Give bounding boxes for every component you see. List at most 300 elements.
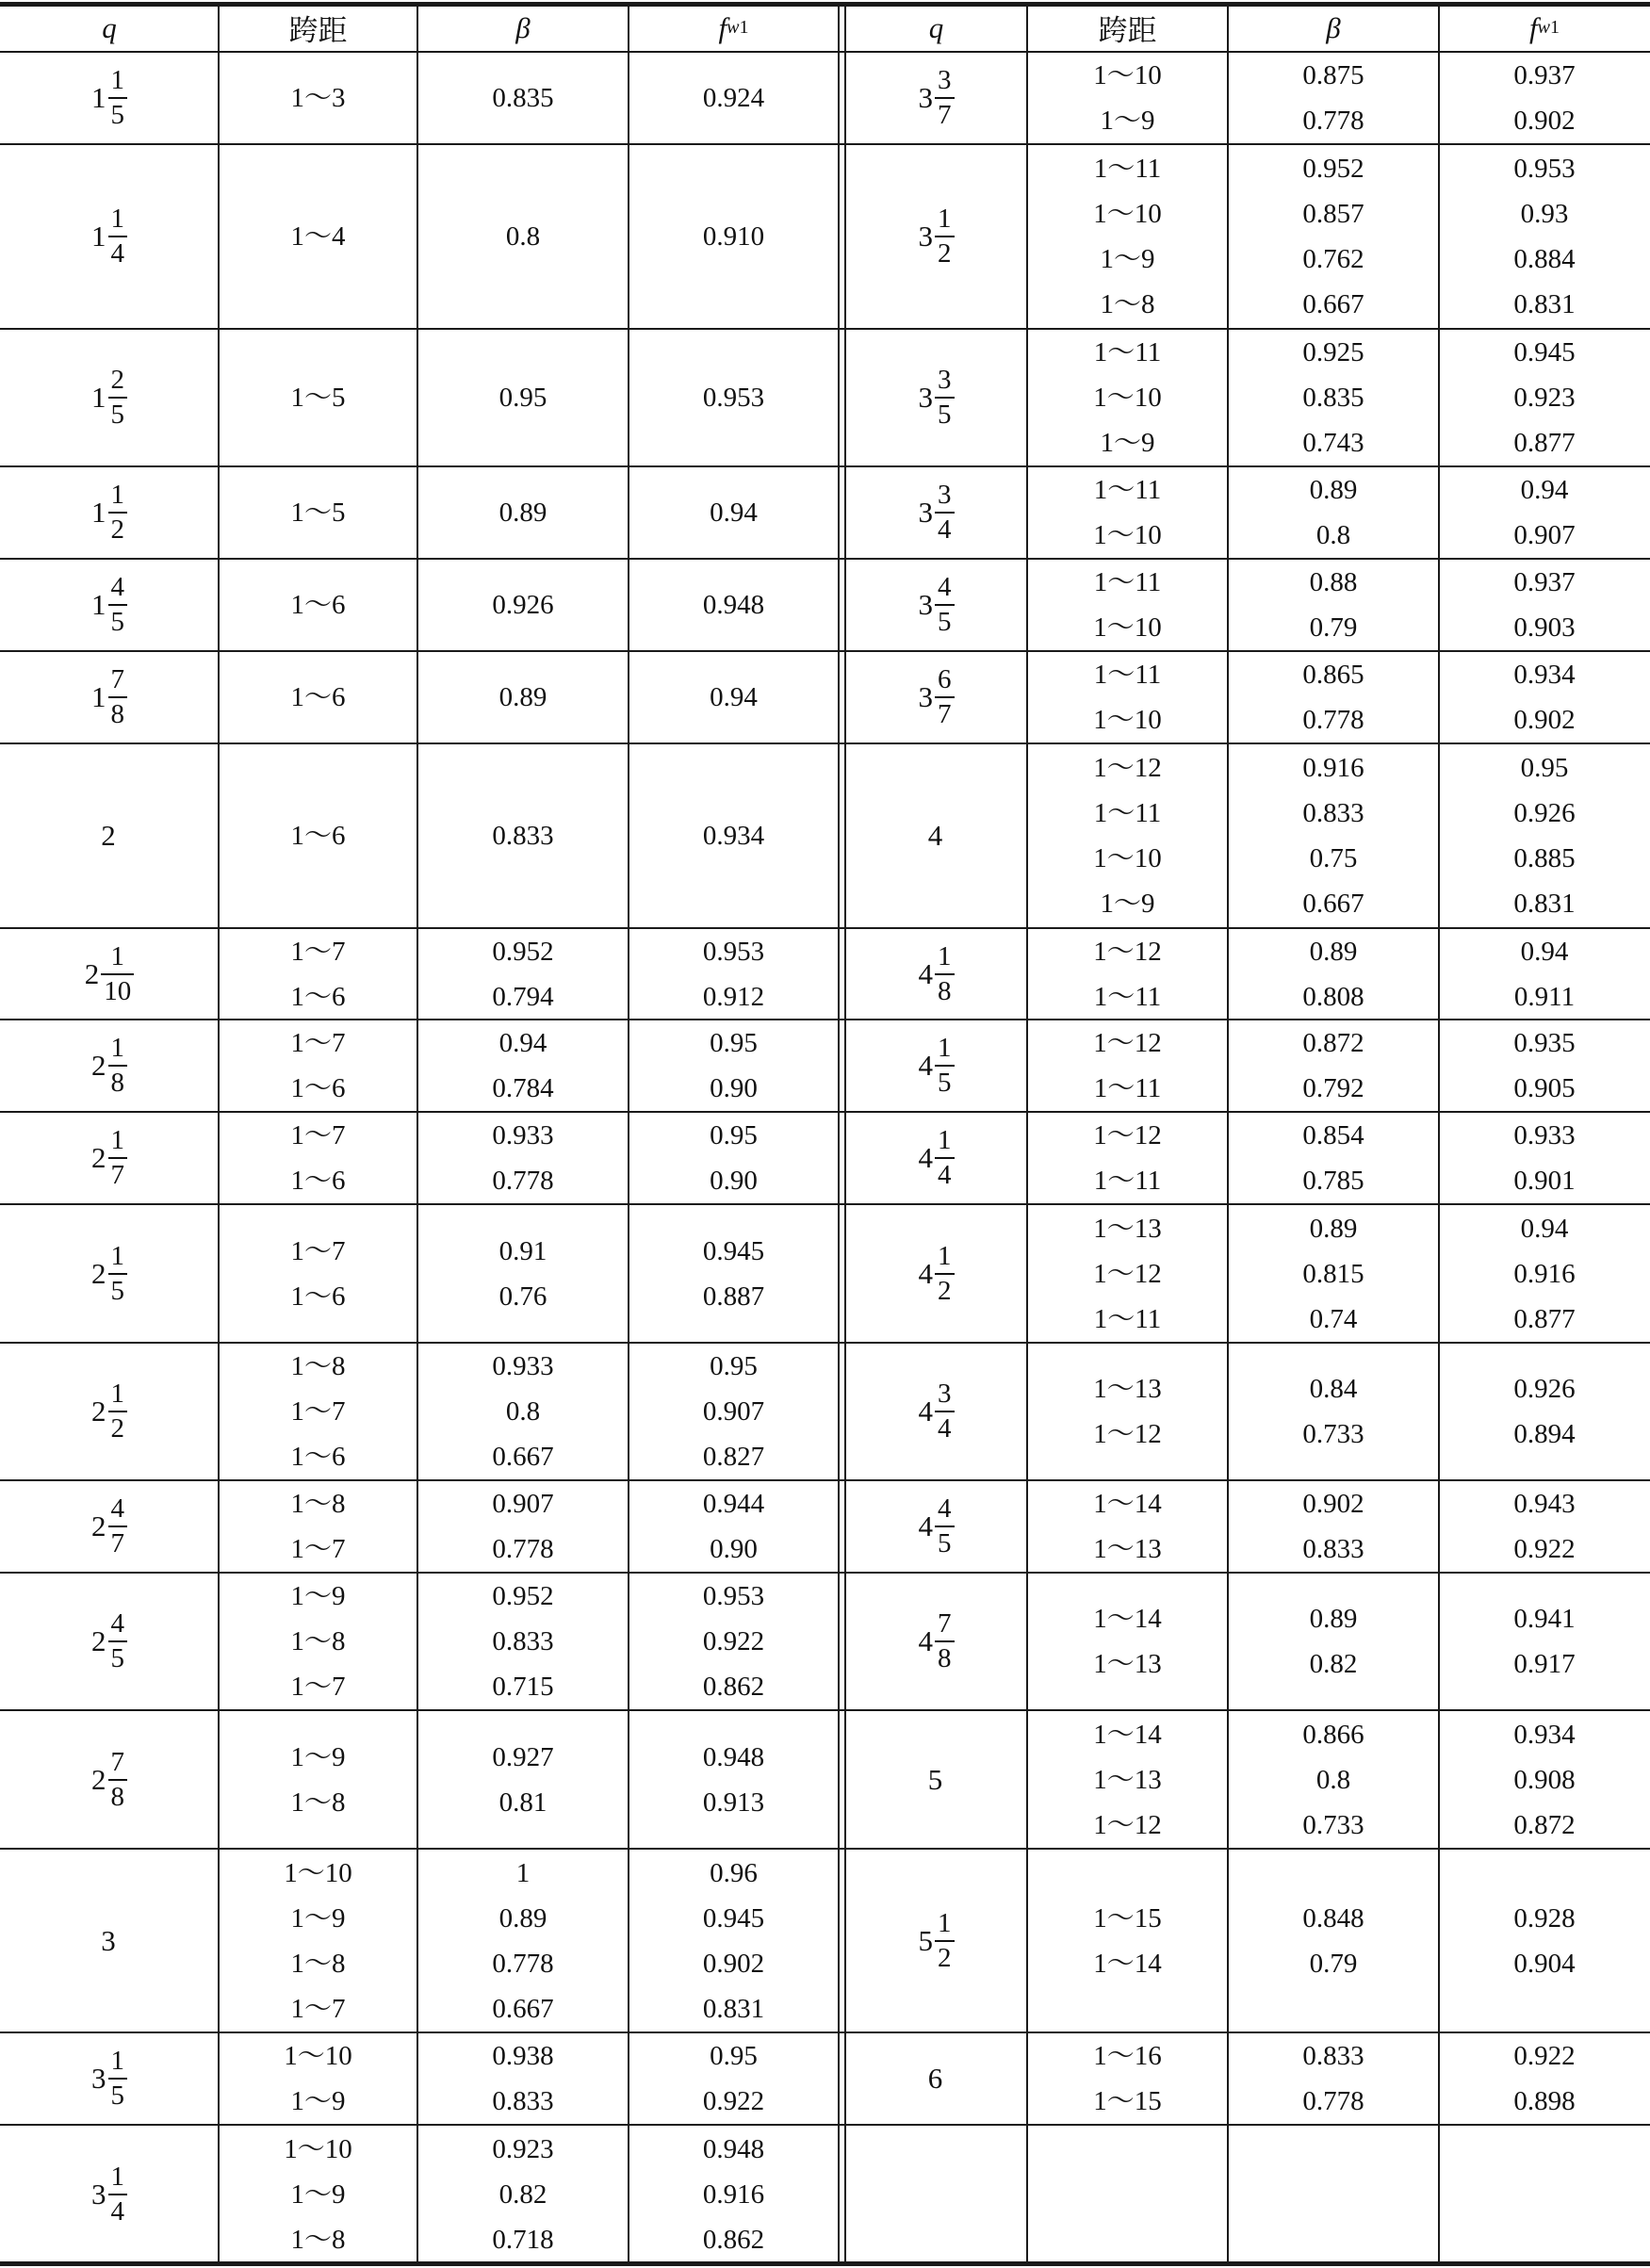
q-fraction — [108, 67, 128, 129]
beta-cell — [417, 1112, 629, 1204]
beta-value: 0.88 — [1309, 567, 1358, 597]
q-fraction — [108, 2048, 128, 2110]
header-span-label: 跨距 — [288, 14, 348, 47]
q-value — [919, 1127, 955, 1189]
q-cell — [845, 1343, 1027, 1480]
fw1-value: 0.877 — [1513, 428, 1576, 458]
beta-value: 0.866 — [1302, 1719, 1364, 1750]
span-value: 1～11 — [1093, 1303, 1162, 1334]
span-value: 1～9 — [1100, 428, 1155, 458]
fw1-value: 0.922 — [702, 2086, 765, 2116]
fw1-value: 0.827 — [702, 1442, 765, 1472]
span-cell — [1027, 928, 1228, 1020]
fw1-value: 0.898 — [1513, 2086, 1576, 2116]
q-value — [919, 205, 955, 268]
q-fraction — [935, 1240, 955, 1306]
span-value: 1～9 — [290, 1902, 346, 1934]
fw1-value: 0.894 — [1513, 1419, 1576, 1449]
q-cell — [0, 1573, 219, 1710]
q-denominator: 2 — [110, 1413, 124, 1444]
q-value — [919, 481, 955, 544]
q-denominator: 2 — [938, 1275, 952, 1306]
span-cell — [1027, 1020, 1228, 1112]
q-denominator: 7 — [938, 100, 952, 130]
fw1-value: 0.831 — [702, 1993, 765, 2024]
q-value — [91, 2163, 127, 2226]
beta-cell — [1228, 1573, 1439, 1710]
fw1-value: 0.907 — [702, 1396, 765, 1427]
beta-value: 0.865 — [1302, 660, 1364, 690]
span-value: 1～11 — [1093, 154, 1162, 184]
fw1-value: 0.945 — [1513, 337, 1576, 367]
span-value: 1～4 — [290, 221, 346, 252]
q-whole: 5 — [918, 1923, 933, 1957]
q-whole: 3 — [918, 680, 933, 713]
q-cell — [0, 928, 219, 1020]
span-value: 1～10 — [1093, 520, 1162, 550]
header-fw-sub-1: 1 — [739, 17, 749, 38]
q-value — [919, 1035, 955, 1097]
beta-value: 0.82 — [498, 2178, 547, 2210]
beta-cell — [1228, 743, 1439, 928]
span-value: 1～8 — [290, 1351, 346, 1381]
beta-value: 0.82 — [1309, 1649, 1358, 1679]
q-numerator: 1 — [110, 1033, 124, 1063]
fw1-value: 0.945 — [702, 1902, 765, 1934]
q-whole: 2 — [84, 956, 100, 990]
fw1-cell — [1439, 2032, 1650, 2125]
beta-cell — [417, 559, 629, 651]
span-value: 1～12 — [1093, 1419, 1162, 1449]
span-value: 1～10 — [1093, 843, 1162, 873]
q-cell — [845, 1112, 1027, 1204]
fw1-cell — [1439, 559, 1650, 651]
q-fraction — [935, 1495, 955, 1558]
fw1-value: 0.872 — [1513, 1809, 1576, 1840]
q-value — [91, 367, 127, 429]
q-fraction — [935, 481, 955, 544]
span-value: 1～11 — [1093, 981, 1162, 1012]
q-cell — [845, 1020, 1027, 1112]
q-fraction — [108, 1127, 128, 1189]
span-value: 1～11 — [1093, 660, 1162, 690]
q-denominator: 2 — [938, 1942, 952, 1973]
header-fw-sub-w: w — [1537, 17, 1550, 38]
q-whole: 4 — [927, 819, 943, 852]
q-numerator: 2 — [110, 365, 124, 395]
fw1-value: 0.94 — [1520, 475, 1569, 505]
beta-value: 0.794 — [492, 981, 554, 1012]
q-cell — [845, 1573, 1027, 1710]
fw1-value: 0.903 — [1513, 612, 1576, 643]
fw1-cell — [1439, 651, 1650, 743]
q-value — [91, 2048, 127, 2110]
beta-value: 0.667 — [1302, 889, 1364, 919]
beta-cell — [1228, 1204, 1439, 1343]
q-cell — [0, 651, 219, 743]
fw1-cell — [629, 144, 839, 329]
beta-cell — [1228, 1710, 1439, 1849]
q-whole: 3 — [918, 220, 933, 253]
q-numerator: 3 — [938, 480, 952, 510]
q-numerator: 3 — [938, 65, 952, 95]
span-value: 1～6 — [290, 1166, 346, 1196]
beta-value: 0.833 — [492, 821, 554, 851]
q-whole: 4 — [918, 1049, 933, 1082]
beta-cell — [417, 329, 629, 466]
header-beta-label: β — [1326, 10, 1341, 44]
beta-cell — [1228, 1480, 1439, 1573]
span-value: 1～14 — [1093, 1719, 1162, 1750]
span-cell — [1027, 1710, 1228, 1849]
q-numerator: 1 — [938, 204, 952, 234]
beta-value: 0.926 — [492, 590, 554, 620]
span-cell — [219, 1480, 417, 1573]
q-value — [101, 1924, 118, 1958]
beta-cell — [417, 1573, 629, 1710]
beta-value: 0.84 — [1309, 1374, 1358, 1404]
beta-value: 0.902 — [1302, 1489, 1364, 1519]
beta-value: 0.923 — [492, 2133, 554, 2164]
header-span-label: 跨距 — [1098, 14, 1157, 47]
beta-value: 0.79 — [1309, 1948, 1358, 1979]
span-value: 1～12 — [1093, 1120, 1162, 1150]
q-value — [919, 574, 955, 636]
q-value — [928, 819, 945, 853]
fw1-cell — [629, 1112, 839, 1204]
q-denominator: 4 — [110, 2195, 124, 2227]
beta-value: 0.89 — [1309, 475, 1358, 505]
span-cell — [1027, 1573, 1228, 1710]
span-value: 1～6 — [290, 1281, 346, 1312]
fw1-cell — [629, 329, 839, 466]
q-cell — [0, 1204, 219, 1343]
beta-value: 0.89 — [498, 682, 547, 712]
q-value — [91, 574, 127, 636]
q-whole: 6 — [927, 2062, 943, 2095]
q-cell — [845, 466, 1027, 559]
span-cell — [1027, 329, 1228, 466]
q-whole: 3 — [918, 496, 933, 529]
q-numerator: 4 — [110, 1608, 124, 1639]
beta-value: 0.778 — [492, 1166, 554, 1196]
q-value — [919, 1495, 955, 1558]
beta-value: 0.95 — [498, 383, 547, 413]
q-value — [91, 1035, 127, 1097]
fw1-value: 0.877 — [1513, 1303, 1576, 1334]
q-cell — [845, 743, 1027, 928]
beta-cell — [1228, 1849, 1439, 2032]
beta-value: 0.933 — [492, 1120, 554, 1150]
fw1-value: 0.935 — [1513, 1028, 1576, 1058]
fw1-value: 0.90 — [710, 1166, 758, 1196]
q-whole: 4 — [918, 1141, 933, 1174]
q-value — [91, 1610, 127, 1672]
span-value: 1～9 — [290, 2086, 346, 2116]
beta-value: 0.778 — [492, 1534, 554, 1564]
q-value — [919, 1380, 955, 1443]
fw1-cell — [1439, 1343, 1650, 1480]
fw1-value: 0.884 — [1513, 244, 1576, 274]
beta-value: 0.733 — [1302, 1419, 1364, 1449]
q-numerator: 1 — [110, 480, 124, 510]
beta-value: 0.81 — [498, 1787, 547, 1818]
span-cell — [1027, 2125, 1228, 2263]
fw1-value: 0.94 — [710, 498, 758, 528]
q-whole: 2 — [91, 1624, 106, 1657]
q-numerator: 1 — [110, 1379, 124, 1409]
q-whole: 1 — [91, 81, 106, 114]
header-q-left — [0, 4, 219, 52]
span-value: 1～10 — [1093, 612, 1162, 643]
fw1-value: 0.916 — [1513, 1258, 1576, 1289]
fw1-value: 0.94 — [710, 682, 758, 712]
beta-cell — [1228, 52, 1439, 144]
beta-cell — [1228, 2032, 1439, 2125]
q-numerator: 7 — [938, 1608, 952, 1639]
fw1-cell — [629, 1849, 839, 2032]
beta-cell — [417, 466, 629, 559]
fw1-value: 0.901 — [1513, 1166, 1576, 1196]
span-value: 1～7 — [290, 1120, 346, 1150]
q-whole: 1 — [91, 588, 106, 621]
span-value: 1～11 — [1093, 567, 1162, 597]
q-value — [928, 2062, 945, 2096]
q-fraction — [935, 574, 955, 636]
beta-value: 0.833 — [1302, 798, 1364, 828]
beta-cell — [1228, 559, 1439, 651]
span-value: 1～9 — [290, 1581, 346, 1611]
beta-cell — [417, 1849, 629, 2032]
fw1-cell — [1439, 1710, 1650, 1849]
fw1-value: 0.911 — [1513, 981, 1576, 1012]
q-fraction — [108, 205, 128, 268]
span-cell — [1027, 2032, 1228, 2125]
q-value — [919, 666, 955, 728]
beta-value: 0.733 — [1302, 1809, 1364, 1840]
q-numerator: 7 — [110, 1746, 124, 1777]
span-cell — [219, 2125, 417, 2263]
fw1-value: 0.94 — [1520, 1213, 1569, 1244]
span-value: 1～9 — [1100, 106, 1155, 136]
span-value: 1～12 — [1093, 936, 1162, 967]
q-value — [91, 1380, 127, 1443]
q-fraction — [108, 1495, 128, 1558]
span-cell — [219, 1343, 417, 1480]
beta-value: 0.743 — [1302, 428, 1364, 458]
span-value: 1～11 — [1093, 337, 1162, 367]
fw1-value: 0.862 — [702, 2224, 765, 2255]
fw1-value: 0.923 — [1513, 383, 1576, 413]
span-value: 1～8 — [1100, 289, 1155, 319]
q-denominator: 8 — [110, 699, 124, 729]
header-fw1-right — [1439, 4, 1650, 52]
q-value — [918, 1907, 955, 1973]
span-value: 1～8 — [290, 1626, 346, 1656]
q-denominator: 8 — [938, 1643, 952, 1673]
span-value: 1～6 — [290, 821, 346, 851]
span-cell — [1027, 1849, 1228, 2032]
fw1-cell — [629, 2032, 839, 2125]
header-fw-sub-1: 1 — [1549, 17, 1560, 38]
span-value: 1～15 — [1093, 1902, 1162, 1934]
q-denominator: 7 — [110, 1160, 124, 1190]
q-fraction — [935, 1380, 955, 1443]
beta-cell — [1228, 1020, 1439, 1112]
beta-value: 0.718 — [492, 2224, 554, 2255]
fw1-value: 0.913 — [702, 1787, 765, 1818]
q-numerator: 1 — [938, 1240, 952, 1271]
span-value: 1～14 — [1093, 1948, 1162, 1979]
q-cell — [0, 466, 219, 559]
beta-value: 0.792 — [1302, 1073, 1364, 1103]
fw1-value: 0.95 — [710, 2041, 758, 2071]
q-fraction — [935, 67, 955, 129]
header-fw-sub-w: w — [727, 17, 740, 38]
beta-cell — [1228, 928, 1439, 1020]
q-fraction — [108, 666, 128, 728]
fw1-value: 0.922 — [1513, 2041, 1576, 2071]
header-beta-right — [1228, 4, 1439, 52]
q-cell — [845, 559, 1027, 651]
fw1-value: 0.94 — [1520, 936, 1569, 967]
fw1-cell — [629, 928, 839, 1020]
beta-value: 0.8 — [505, 221, 541, 252]
fw1-cell — [1439, 743, 1650, 928]
span-cell — [1027, 144, 1228, 329]
span-value: 1～7 — [290, 1993, 346, 2024]
beta-value: 0.833 — [1302, 1534, 1364, 1564]
span-cell — [1027, 559, 1228, 651]
fw1-value: 0.904 — [1513, 1948, 1576, 1979]
beta-value: 0.8 — [505, 1396, 541, 1427]
fw1-cell — [629, 1343, 839, 1480]
q-denominator: 4 — [938, 1160, 952, 1190]
q-fraction — [935, 666, 955, 728]
q-cell — [0, 52, 219, 144]
span-value: 1～13 — [1093, 1374, 1162, 1404]
header-beta-left — [417, 4, 629, 52]
span-value: 1～10 — [284, 2041, 352, 2071]
q-whole: 2 — [91, 1509, 106, 1542]
q-denominator: 2 — [938, 238, 952, 269]
beta-value: 0.952 — [1302, 154, 1364, 184]
q-whole: 4 — [918, 1509, 933, 1542]
span-value: 1～13 — [1093, 1764, 1162, 1795]
q-value — [918, 1240, 955, 1306]
fw1-cell — [1439, 466, 1650, 559]
span-value: 1～7 — [290, 1028, 346, 1058]
q-whole: 4 — [918, 956, 933, 990]
span-value: 1～7 — [290, 1396, 346, 1427]
q-denominator: 10 — [104, 975, 132, 1006]
q-value — [91, 67, 127, 129]
q-denominator: 5 — [110, 400, 124, 430]
beta-value: 0.79 — [1309, 612, 1358, 643]
beta-value: 0.916 — [1302, 753, 1364, 783]
beta-value: 0.8 — [1315, 520, 1351, 550]
q-fraction — [108, 367, 128, 429]
span-value: 1～10 — [1093, 199, 1162, 229]
span-cell — [219, 928, 417, 1020]
q-numerator: 7 — [110, 664, 124, 694]
fw1-value: 0.96 — [710, 1857, 758, 1888]
q-fraction — [108, 481, 128, 544]
fw1-value: 0.917 — [1513, 1649, 1576, 1679]
span-value: 1～16 — [1093, 2041, 1162, 2071]
fw1-cell — [1439, 1573, 1650, 1710]
beta-value: 0.952 — [492, 936, 554, 967]
span-value: 1～6 — [290, 1442, 346, 1472]
q-whole: 3 — [91, 2177, 106, 2211]
fw1-value: 0.95 — [1520, 753, 1569, 783]
span-value: 1～13 — [1093, 1213, 1162, 1244]
fw1-value: 0.928 — [1513, 1902, 1576, 1934]
header-q-label: q — [928, 10, 944, 44]
q-denominator: 5 — [110, 100, 124, 130]
fw1-cell — [1439, 1480, 1650, 1573]
beta-value: 0.833 — [1302, 2041, 1364, 2071]
q-denominator: 7 — [938, 699, 952, 729]
span-cell — [219, 1204, 417, 1343]
header-span-right — [1027, 4, 1228, 52]
span-value: 1～10 — [1093, 60, 1162, 90]
beta-value: 0.75 — [1309, 843, 1358, 873]
q-cell — [0, 2032, 219, 2125]
q-whole: 3 — [91, 2062, 106, 2095]
fw1-value: 0.910 — [702, 221, 765, 252]
q-denominator: 5 — [938, 400, 952, 430]
q-denominator: 5 — [938, 607, 952, 637]
beta-value: 0.89 — [498, 1902, 547, 1934]
fw1-value: 0.862 — [702, 1672, 765, 1702]
beta-value: 0.938 — [492, 2041, 554, 2071]
q-whole: 2 — [91, 1395, 106, 1428]
fw1-cell — [629, 466, 839, 559]
q-fraction — [108, 1035, 128, 1097]
q-numerator: 1 — [110, 204, 124, 234]
q-fraction — [935, 1907, 955, 1973]
span-cell — [219, 329, 417, 466]
span-value: 1～10 — [1093, 383, 1162, 413]
beta-value: 0.808 — [1302, 981, 1364, 1012]
span-cell — [1027, 1204, 1228, 1343]
span-value: 1～7 — [290, 936, 346, 967]
q-cell — [845, 1480, 1027, 1573]
fw1-value: 0.902 — [1513, 705, 1576, 735]
fw1-value: 0.90 — [710, 1534, 758, 1564]
q-whole: 1 — [91, 220, 106, 253]
q-whole: 4 — [918, 1256, 933, 1290]
q-cell — [0, 144, 219, 329]
fw1-cell — [629, 2125, 839, 2263]
span-value: 1～12 — [1093, 1258, 1162, 1289]
fw1-value: 0.95 — [710, 1028, 758, 1058]
fw1-value: 0.95 — [710, 1351, 758, 1381]
beta-cell — [1228, 466, 1439, 559]
q-value — [91, 1240, 127, 1306]
fw1-cell — [629, 1573, 839, 1710]
q-denominator: 4 — [110, 238, 124, 269]
q-fraction — [935, 1610, 955, 1672]
fw1-value: 0.941 — [1513, 1604, 1576, 1634]
q-numerator: 1 — [110, 1125, 124, 1155]
q-whole: 1 — [91, 381, 106, 414]
q-value — [928, 1763, 945, 1797]
q-cell — [845, 651, 1027, 743]
q-denominator: 4 — [938, 1413, 952, 1444]
fw1-value: 0.944 — [702, 1489, 765, 1519]
